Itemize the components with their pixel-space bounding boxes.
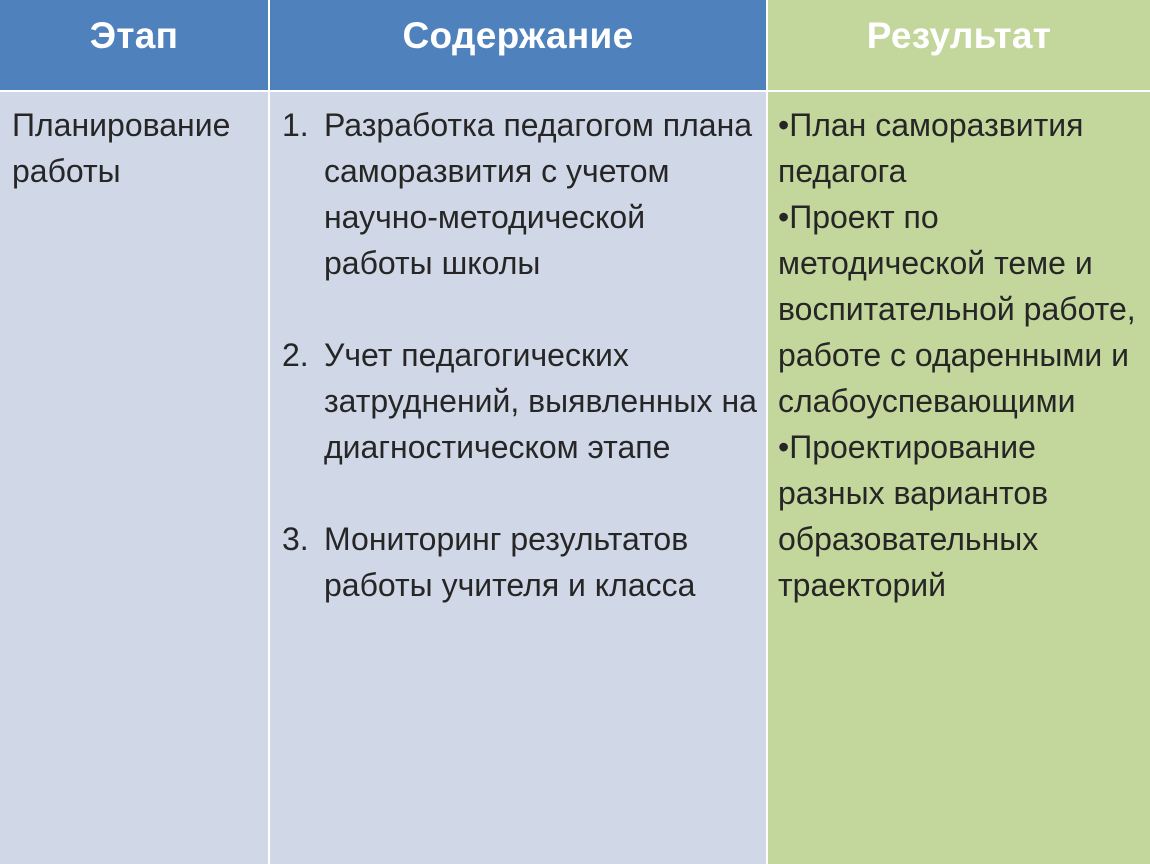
content-item-number: 1. <box>282 107 309 143</box>
result-item <box>778 194 1146 424</box>
header-content-label: Содержание <box>402 15 634 56</box>
header-result-label: Результат <box>866 15 1052 56</box>
content-item-text: Разработка педагогом плана саморазвития с учетом научно-методической работы школы <box>324 107 753 281</box>
stage-text: Планирование работы <box>12 107 231 189</box>
content-item <box>282 516 762 608</box>
content-item-text: Мониторинг результатов работы учителя и класса <box>324 521 696 603</box>
result-list <box>778 102 1146 608</box>
result-item-text: Проект по методической теме и воспитательной работе, работе с одаренными и слабоуспевающими <box>778 199 1136 419</box>
body-cell-content <box>270 92 766 864</box>
body-cell-stage <box>0 92 268 864</box>
body-cell-result <box>768 92 1150 864</box>
content-item-number: 3. <box>282 521 309 557</box>
content-item <box>282 102 762 286</box>
result-item <box>778 102 1146 194</box>
result-item <box>778 424 1146 608</box>
content-item-text: Учет педагогических затруднений, выявленных на диагностическом этапе <box>324 337 757 465</box>
content-list <box>282 102 762 654</box>
header-cell-content <box>270 0 766 90</box>
bullet-icon: • <box>778 107 790 143</box>
header-cell-stage <box>0 0 268 90</box>
header-cell-result <box>768 0 1150 90</box>
result-item-text: Проектирование разных вариантов образовательных траекторий <box>778 429 1049 603</box>
content-item-number: 2. <box>282 337 309 373</box>
content-item <box>282 332 762 470</box>
bullet-icon: • <box>778 429 790 465</box>
bullet-icon: • <box>778 199 790 235</box>
header-stage-label: Этап <box>89 15 179 56</box>
result-item-text: План саморазвития педагога <box>778 107 1084 189</box>
